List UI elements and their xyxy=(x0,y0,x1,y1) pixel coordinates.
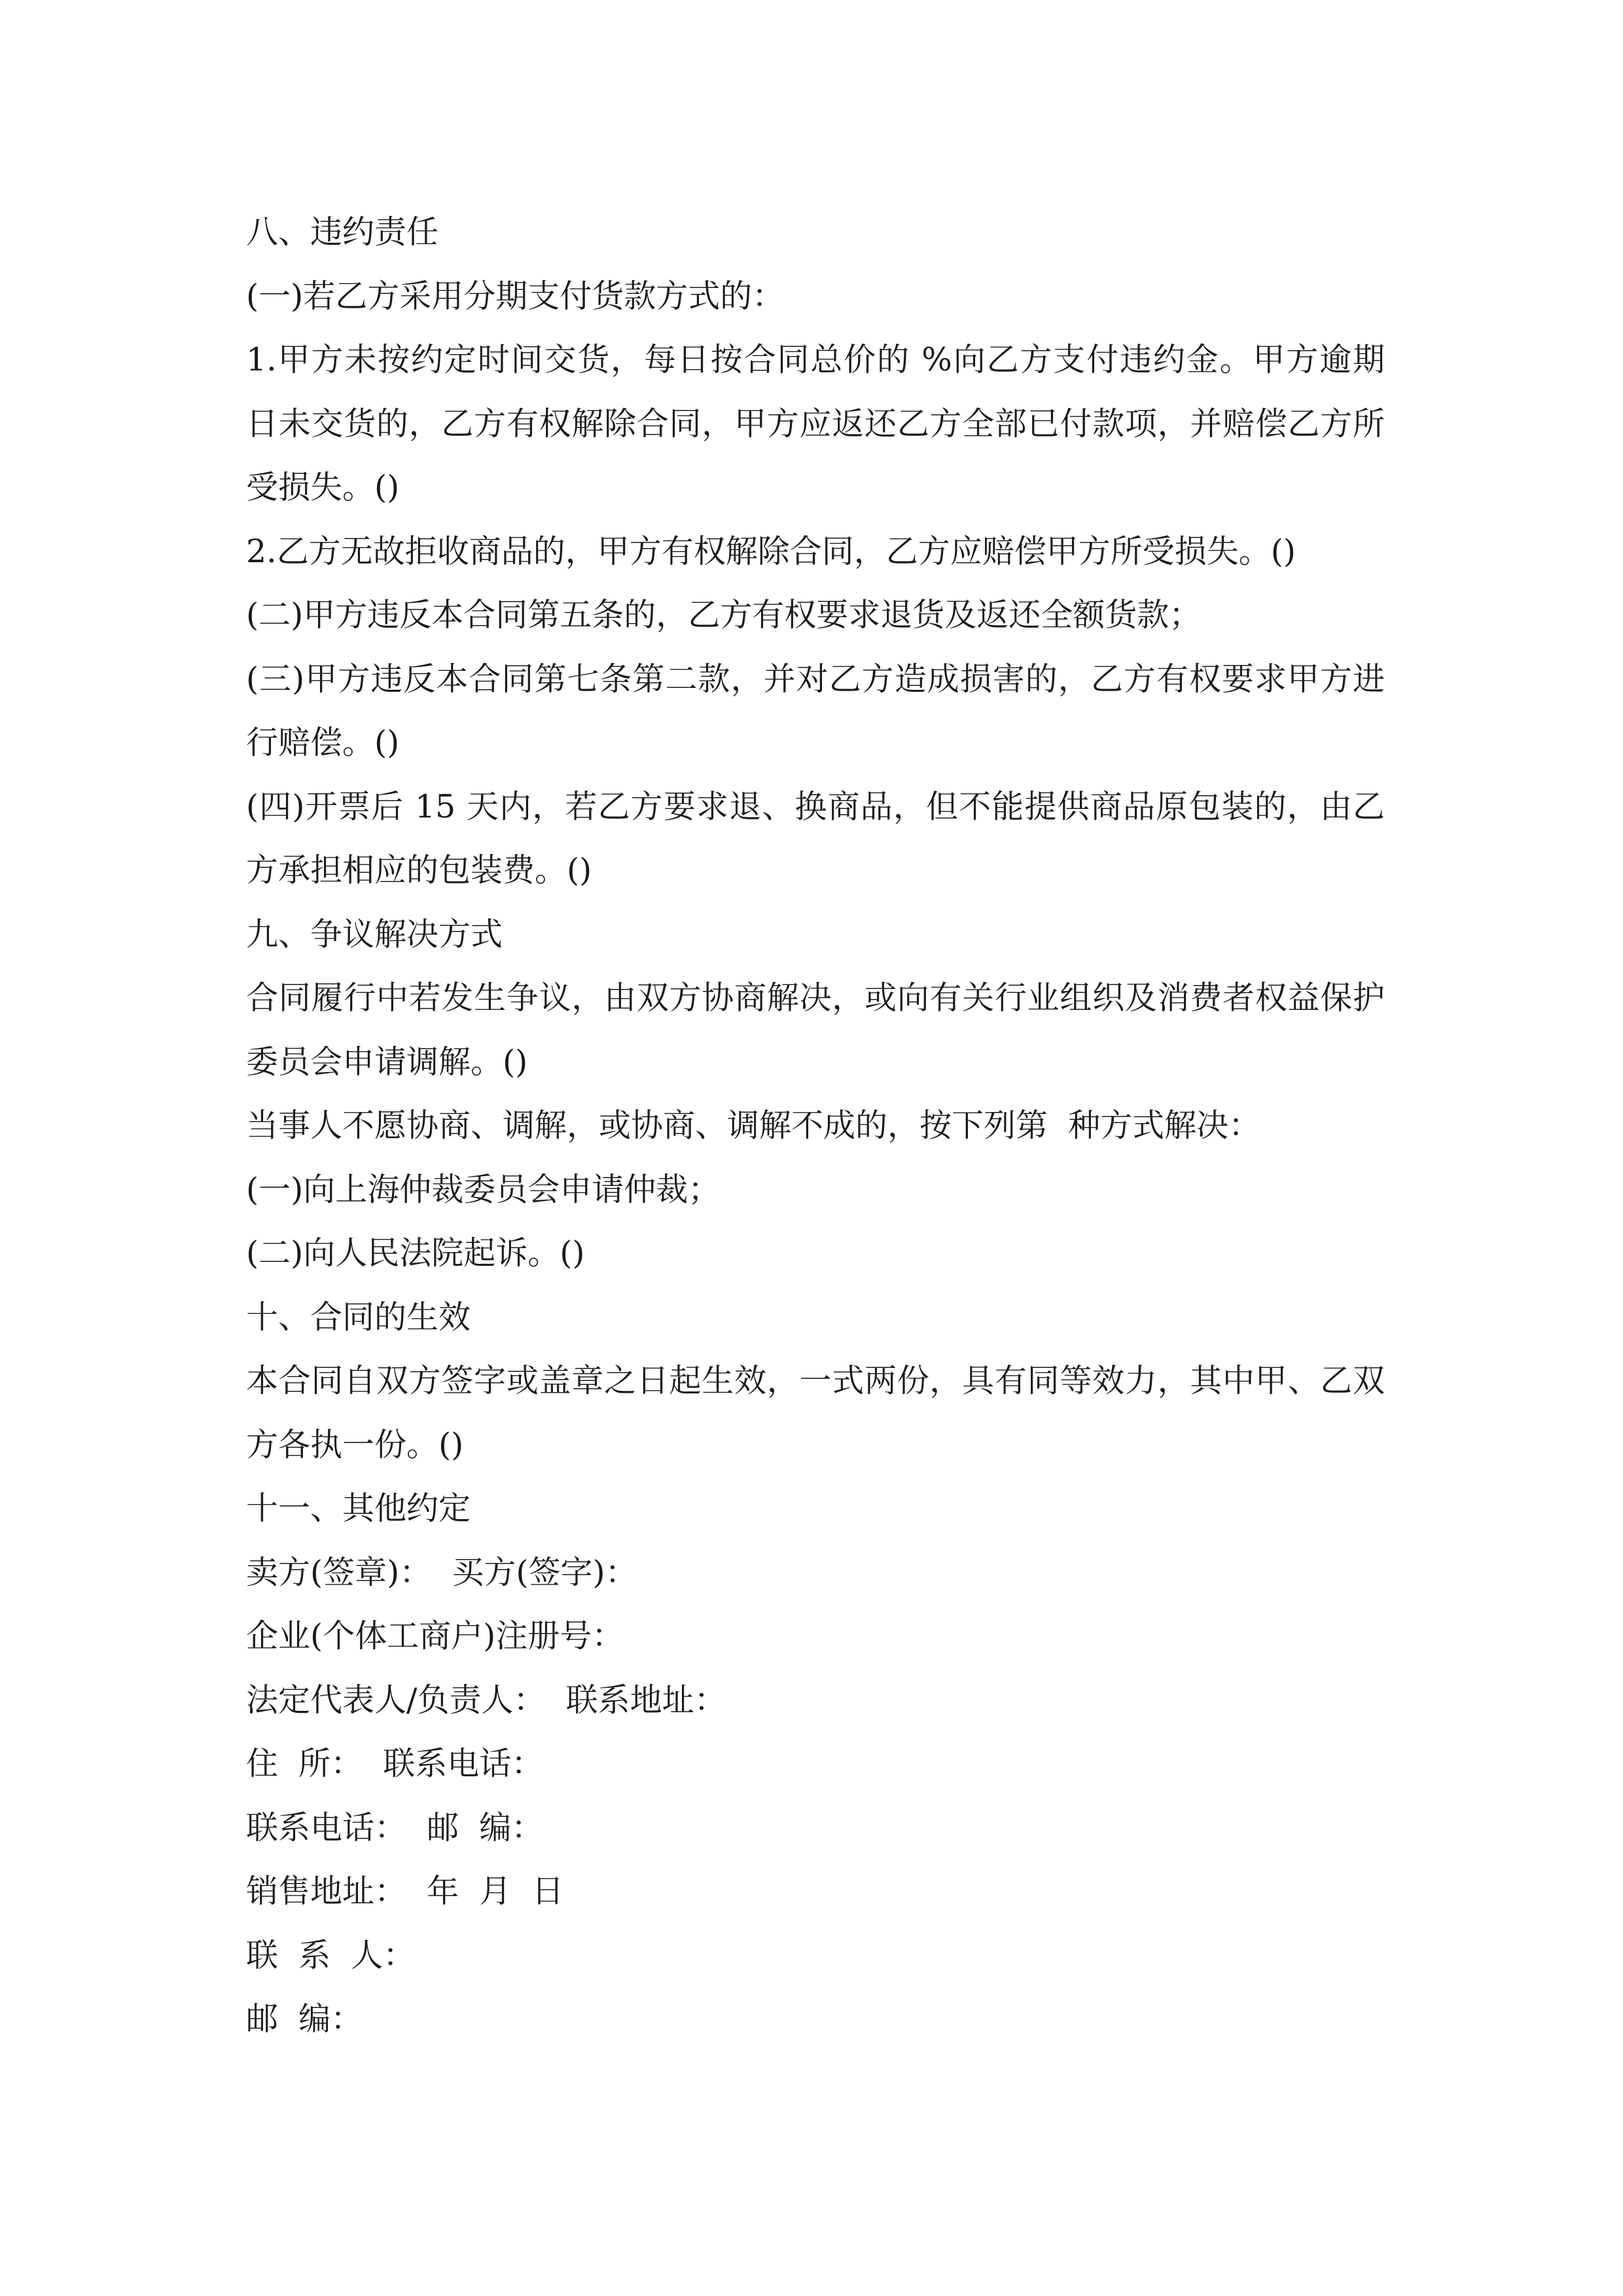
signature-field-line: 法定代表人/负责人： 联系地址： xyxy=(246,1681,726,1719)
clause-line: 受损失。() xyxy=(246,469,400,506)
clause-line: (一)向上海仲裁委员会申请仲裁； xyxy=(246,1170,721,1208)
signature-field-line: 企业(个体工商户)注册号： xyxy=(246,1617,624,1655)
clause-line: (二)向人民法院起诉。() xyxy=(246,1234,585,1272)
signature-field-line: 卖方(签章)： 买方(签字)： xyxy=(246,1553,637,1591)
signature-field-line: 联 系 人： xyxy=(246,1936,416,1974)
signature-field-line: 联系电话： 邮 编： xyxy=(246,1808,544,1846)
clause-line: 日未交货的，乙方有权解除合同，甲方应返还乙方全部已付款项，并赔偿乙方所 xyxy=(246,404,1385,442)
document-body xyxy=(246,200,1385,2051)
clause-line: 1.甲方未按约定时间交货，每日按合同总价的 %向乙方支付违约金。甲方逾期 xyxy=(246,341,1385,378)
clause-line: 2.乙方无故拒收商品的，甲方有权解除合同，乙方应赔偿甲方所受损失。() xyxy=(246,532,1296,570)
clause-line: 行赔偿。() xyxy=(246,724,400,761)
clause-line: (一)若乙方采用分期支付货款方式的： xyxy=(246,277,785,315)
clause-line: (四)开票后 15 天内，若乙方要求退、换商品，但不能提供商品原包装的，由乙 xyxy=(246,787,1385,825)
signature-field-line: 住 所： 联系电话： xyxy=(246,1745,544,1782)
clause-line: 当事人不愿协商、调解，或协商、调解不成的，按下列第 种方式解决： xyxy=(246,1107,1261,1144)
clause-line: 方各执一份。() xyxy=(246,1426,464,1463)
clause-line: 合同履行中若发生争议，由双方协商解决，或向有关行业组织及消费者权益保护 xyxy=(246,979,1385,1016)
signature-field-line: 销售地址： 年 月 日 xyxy=(246,1873,564,1910)
clause-line: (二)甲方违反本合同第五条的，乙方有权要求退货及返还全额货款； xyxy=(246,596,1202,634)
section-heading-breach: 八、违约责任 xyxy=(246,213,439,251)
signature-field-line: 邮 编： xyxy=(246,2000,363,2037)
clause-line: 委员会申请调解。() xyxy=(246,1043,528,1081)
section-heading-effect: 十、合同的生效 xyxy=(246,1298,471,1336)
clause-line: 本合同自双方签字或盖章之日起生效，一式两份，具有同等效力，其中甲、乙双 xyxy=(246,1362,1385,1399)
section-heading-other: 十一、其他约定 xyxy=(246,1490,471,1527)
section-heading-dispute: 九、争议解决方式 xyxy=(246,915,503,953)
clause-line: (三)甲方违反本合同第七条第二款，并对乙方造成损害的，乙方有权要求甲方进 xyxy=(246,660,1385,698)
clause-line: 方承担相应的包装费。() xyxy=(246,852,592,889)
